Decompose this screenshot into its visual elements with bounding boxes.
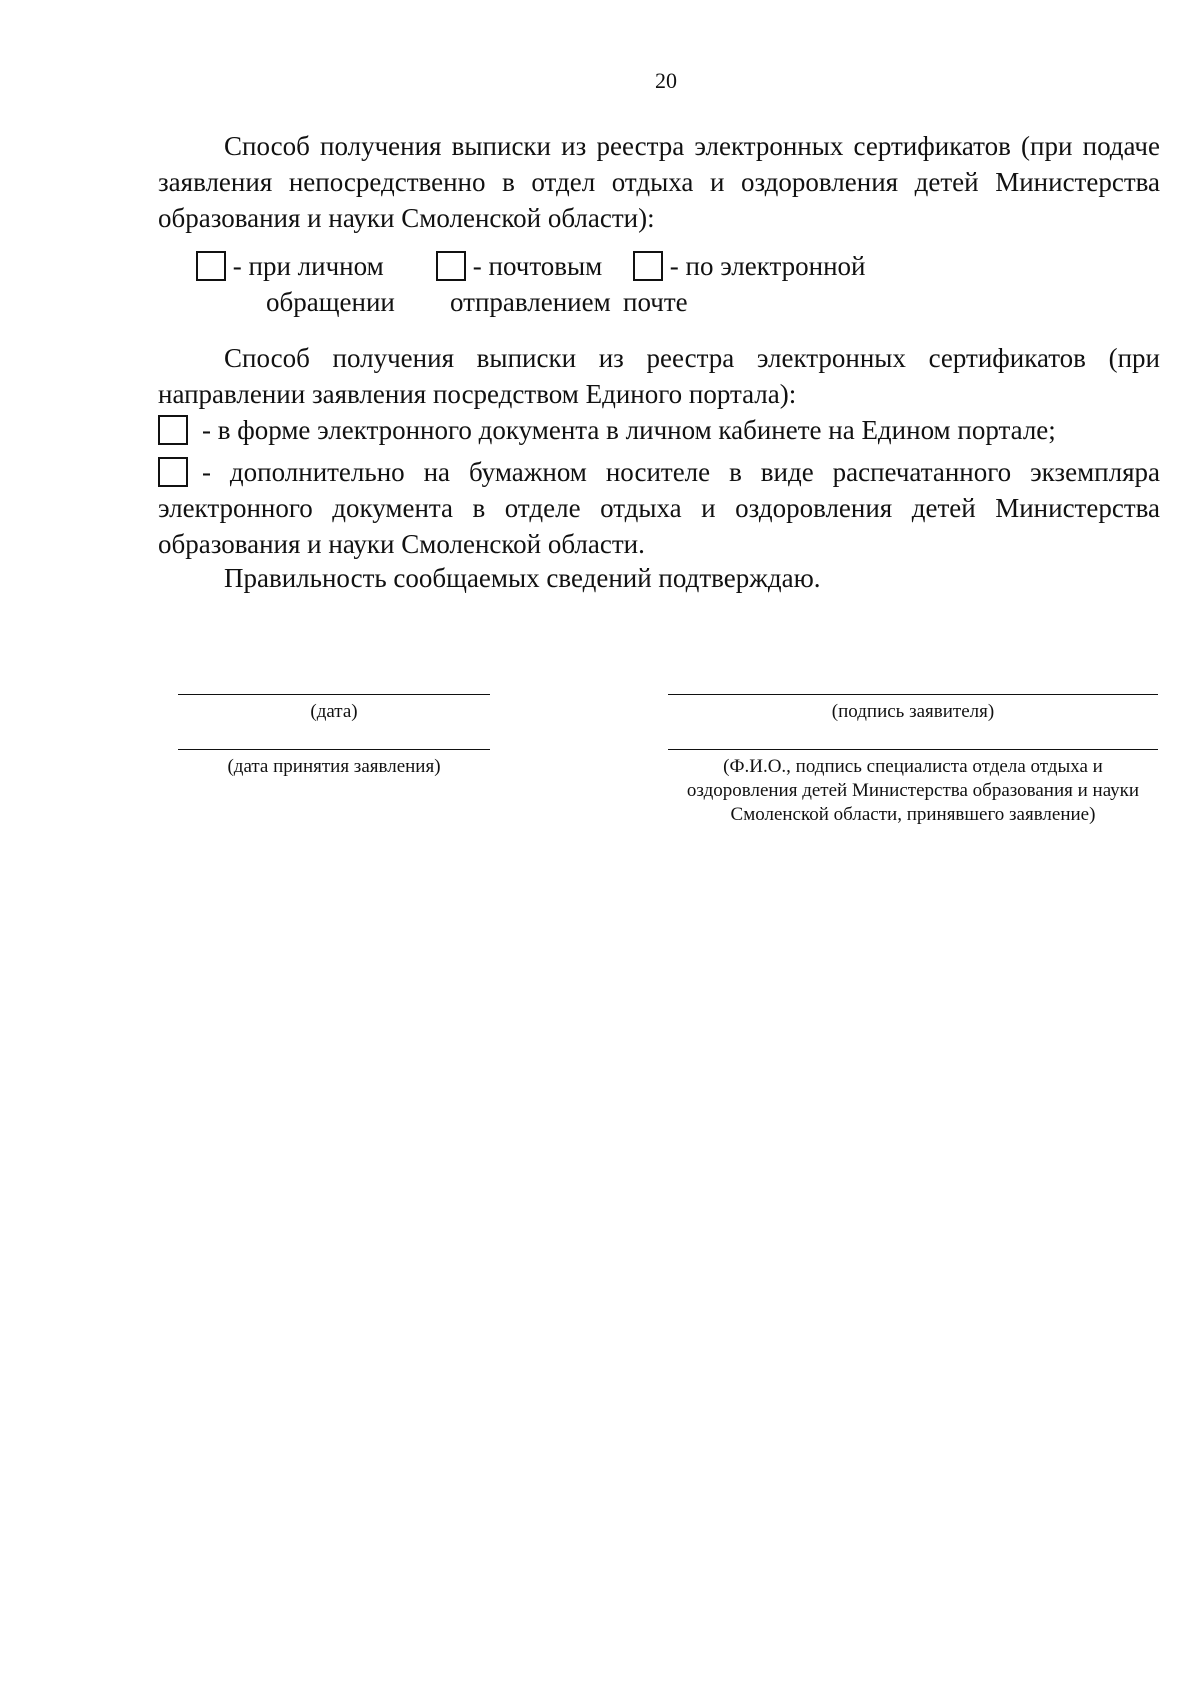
receipt-method-options bbox=[196, 248, 996, 328]
option-electronic-cabinet-label: - в форме электронного документа в личном кабинете на Едином портале; bbox=[202, 415, 1056, 445]
option-email-label-line2: почте bbox=[623, 287, 688, 317]
option-personal bbox=[196, 248, 384, 284]
acceptance-date-caption: (дата принятия заявления) bbox=[227, 756, 441, 777]
option-mail-label-line2: отправлением bbox=[450, 287, 611, 317]
receipt-method-paragraph-portal: Способ получения выписки из реестра электронных сертификатов (при направлении заявления посредством Единого портала): bbox=[158, 343, 1160, 409]
date-line[interactable] bbox=[178, 694, 490, 695]
option-email bbox=[633, 248, 866, 284]
option-paper-copy-label: - дополнительно на бумажном носителе в виде распечатанного экземпляра электронного документа в отделе отдыха и оздоровления детей Министерства образования и науки Смоленской области. bbox=[158, 457, 1160, 559]
date-caption: (дата) bbox=[310, 701, 358, 722]
option-paper-copy bbox=[158, 454, 1160, 562]
checkbox-electronic-cabinet[interactable] bbox=[158, 415, 188, 445]
specialist-signature-caption: (Ф.И.О., подпись специалиста отдела отдыха и оздоровления детей Министерства образования и науки Смоленской области, принявшего заявление) bbox=[686, 756, 1140, 825]
acceptance-date-line[interactable] bbox=[178, 749, 490, 750]
option-mail-label: - почтовым bbox=[472, 251, 603, 281]
checkbox-mail[interactable] bbox=[436, 251, 466, 281]
receipt-method-paragraph-in-person: Способ получения выписки из реестра электронных сертификатов (при подаче заявления непосредственно в отдел отдыха и оздоровления детей Министерства образования и науки Смоленской области): bbox=[158, 131, 1160, 233]
option-email-label: - по электронной bbox=[669, 251, 866, 281]
confirmation-statement: Правильность сообщаемых сведений подтверждаю. bbox=[224, 563, 821, 593]
page-number: 20 bbox=[655, 68, 677, 93]
option-personal-label-line2: обращении bbox=[266, 287, 395, 317]
checkbox-personal[interactable] bbox=[196, 251, 226, 281]
checkbox-paper-copy[interactable] bbox=[158, 457, 188, 487]
specialist-signature-line[interactable] bbox=[668, 749, 1158, 750]
applicant-signature-caption: (подпись заявителя) bbox=[831, 701, 995, 722]
option-personal-label: - при личном bbox=[232, 251, 384, 281]
option-electronic-cabinet bbox=[158, 412, 1160, 448]
applicant-signature-line[interactable] bbox=[668, 694, 1158, 695]
option-mail bbox=[436, 248, 602, 284]
checkbox-email[interactable] bbox=[633, 251, 663, 281]
